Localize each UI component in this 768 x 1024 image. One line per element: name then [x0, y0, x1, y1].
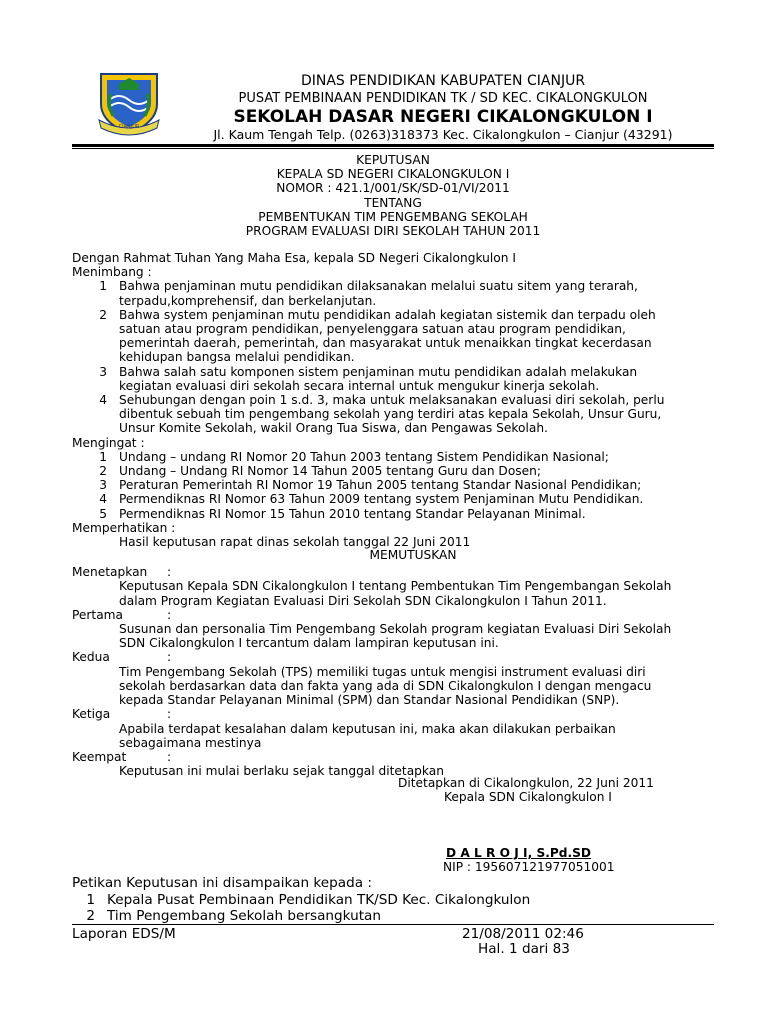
footer-page-number: Hal. 1 dari 83	[478, 941, 570, 957]
decision-sections	[72, 565, 714, 778]
section-text-line: SDN Cikalongkulon I tercantum dalam lampiran keputusan ini.	[119, 636, 499, 651]
decree-line-5: PEMBENTUKAN TIM PENGEMBANG SEKOLAH	[258, 209, 528, 224]
header-agency: DINAS PENDIDIKAN KABUPATEN CIANJUR	[300, 73, 586, 89]
petikan-list	[72, 892, 714, 925]
petikan-item-text: Tim Pengembang Sekolah bersangkutan	[107, 908, 381, 924]
menimbang-item-text	[119, 365, 714, 393]
section-text-line: Keputusan ini mulai berlaku sejak tanggal ditetapkan	[119, 764, 444, 779]
header-center: PUSAT PEMBINAAN PENDIDIKAN TK / SD KEC. CIKALONGKULON	[238, 91, 648, 106]
section-text-line: Apabila terdapat kesalahan dalam keputusan ini, maka akan dilakukan perbaikan	[119, 721, 616, 736]
menimbang-item	[72, 279, 714, 307]
section-colon: :	[167, 749, 172, 764]
mengingat-item-number: 4	[99, 492, 107, 507]
footer-rule	[72, 924, 714, 925]
memutuskan-heading: MEMUTUSKAN	[369, 548, 457, 563]
section-text	[72, 722, 714, 750]
section-label-row	[72, 707, 714, 721]
section-text-line: Keputusan Kepala SDN Cikalongkulon I tentang Pembentukan Tim Pengembangan Sekolah	[119, 579, 672, 594]
section-label-row	[72, 650, 714, 664]
section-text-line: kepada Standar Pelayanan Minimal (SPM) dan Standar Nasional Pendidikan (SNP).	[119, 693, 620, 708]
document-body	[72, 251, 714, 778]
decree-title	[72, 153, 714, 238]
mengingat-item	[72, 507, 714, 521]
section-text-line: dalam Program Kegiatan Evaluasi Diri Sekolah SDN Cikalongkulon I Tahun 2011.	[119, 593, 607, 608]
menimbang-item-text	[119, 279, 714, 307]
mengingat-item-text: Permendiknas RI Nomor 63 Tahun 2009 tentang system Penjaminan Mutu Pendidikan.	[119, 492, 644, 507]
menimbang-item-line: Sehubungan dengan poin 1 s.d. 3, maka untuk melaksanakan evaluasi diri sekolah, perlu	[119, 393, 665, 408]
menimbang-item-number: 4	[99, 393, 107, 408]
petikan-item-text: Kepala Pusat Pembinaan Pendidikan TK/SD Kec. Cikalongkulon	[107, 891, 531, 908]
section-colon: :	[167, 650, 172, 665]
header-rule-thick	[72, 144, 714, 147]
decree-line-2: KEPALA SD NEGERI CIKALONGKULON I	[276, 167, 510, 182]
menimbang-item-text	[119, 308, 714, 365]
menimbang-item-line: kegiatan evaluasi diri sekolah secara internal untuk mengukur kinerja sekolah.	[119, 378, 600, 393]
menimbang-item-line: terpadu,komprehensif, dan berkelanjutan.	[119, 293, 377, 308]
section-colon: :	[167, 707, 172, 722]
menimbang-item	[72, 365, 714, 393]
decree-line-3: NOMOR : 421.1/001/SK/SD-01/VI/2011	[276, 181, 510, 196]
menimbang-item-line: Unsur Komite Sekolah, wakil Orang Tua Siswa, dan Pengawas Sekolah.	[119, 421, 548, 436]
section-label: Menetapkan	[72, 565, 148, 580]
section-label: Ketiga	[72, 707, 111, 722]
section-colon: :	[167, 607, 172, 622]
menimbang-item-line: Bahwa system penjaminan mutu pendidikan adalah kegiatan sistemik dan terpadu oleh	[119, 307, 656, 322]
mengingat-item-number: 1	[99, 449, 107, 464]
menimbang-item	[72, 393, 714, 436]
mengingat-item	[72, 492, 714, 506]
section-text-line: Susunan dan personalia Tim Pengembang Sekolah program kegiatan Evaluasi Diri Sekolah	[119, 622, 672, 637]
mengingat-list	[72, 450, 714, 521]
section-text	[72, 579, 714, 607]
petikan-item	[72, 892, 714, 909]
section-label-row	[72, 608, 714, 622]
section-text	[72, 665, 714, 708]
decree-line-6: PROGRAM EVALUASI DIRI SEKOLAH TAHUN 2011	[245, 224, 541, 239]
logo-text: CIANJUR	[118, 124, 140, 130]
menimbang-item-line: dibentuk sebuah tim pengembang sekolah yang terdiri atas kepala Sekolah, Unsur Guru,	[119, 407, 662, 422]
menimbang-item-line: satuan atau program pendidikan, penyelenggara satuan atau program pendidikan,	[119, 322, 626, 337]
memperhatikan-label: Memperhatikan :	[72, 520, 176, 535]
mengingat-item-text: Undang – undang RI Nomor 20 Tahun 2003 tentang Sistem Pendidikan Nasional;	[119, 449, 609, 464]
mengingat-item-text: Undang – Undang RI Nomor 14 Tahun 2005 tentang Guru dan Dosen;	[119, 464, 541, 479]
signature-name: D A L R O J I, S.Pd.SD	[446, 846, 592, 860]
signature-position: Kepala SDN Cikalongkulon I	[444, 790, 612, 804]
menimbang-item-text	[119, 393, 714, 436]
menimbang-item-number: 3	[99, 364, 107, 379]
menimbang-item	[72, 308, 714, 365]
mengingat-item	[72, 450, 714, 464]
header-school-name: SEKOLAH DASAR NEGERI CIKALONGKULON I	[233, 107, 653, 127]
section-label: Kedua	[72, 650, 110, 665]
menimbang-item-line: Bahwa salah satu komponen sistem penjaminan mutu pendidikan adalah melakukan	[119, 364, 638, 379]
footer-datetime: 21/08/2011 02:46	[462, 926, 584, 942]
intro-text: Dengan Rahmat Tuhan Yang Maha Esa, kepala SD Negeri Cikalongkulon I	[72, 251, 516, 265]
decree-line-1: KEPUTUSAN	[356, 153, 430, 167]
petikan-item	[72, 908, 714, 925]
section-label-row	[72, 750, 714, 764]
menimbang-label: Menimbang :	[72, 265, 152, 280]
menimbang-item-number: 2	[99, 307, 107, 322]
menimbang-item-line: pemerintah daerah, pemerintah, dan masyarakat untuk menaikkan tingkat kecerdasan	[119, 336, 652, 351]
signature-nip: NIP : 195607121977051001	[443, 860, 615, 874]
mengingat-item	[72, 464, 714, 478]
mengingat-item-number: 5	[99, 506, 107, 521]
mengingat-item-number: 2	[99, 464, 107, 479]
mengingat-label: Mengingat :	[72, 435, 145, 450]
petikan-label: Petikan Keputusan ini disampaikan kepada :	[72, 875, 372, 891]
section-text-line: sebagaimana mestinya	[119, 735, 262, 750]
mengingat-item-text: Peraturan Pemerintah RI Nomor 19 Tahun 2005 tentang Standar Nasional Pendidikan;	[119, 478, 642, 493]
memperhatikan-text: Hasil keputusan rapat dinas sekolah tanggal 22 Juni 2011	[119, 535, 471, 550]
section-label: Pertama	[72, 607, 124, 622]
section-colon: :	[167, 565, 172, 580]
menimbang-item-line: Bahwa penjaminan mutu pendidikan dilaksanakan melalui suatu sitem yang terarah,	[119, 279, 638, 294]
footer-report-label: Laporan EDS/M	[72, 926, 176, 942]
header-address: Jl. Kaum Tengah Telp. (0263)318373 Kec. Cikalongkulon – Cianjur (43291)	[213, 127, 673, 142]
mengingat-item-text: Permendiknas RI Nomor 15 Tahun 2010 tentang Standar Pelayanan Minimal.	[119, 506, 586, 521]
section-text	[72, 622, 714, 650]
menimbang-item-line: kehidupan bangsa melalui pendidikan.	[119, 350, 355, 365]
section-label-row	[72, 565, 714, 579]
decree-line-4: TENTANG	[364, 195, 422, 210]
menimbang-list	[72, 279, 714, 435]
header-rule-thin	[72, 148, 714, 149]
mengingat-item-number: 3	[99, 478, 107, 493]
section-text-line: Tim Pengembang Sekolah (TPS) memiliki tugas untuk mengisi instrument evaluasi diri	[119, 664, 646, 679]
mengingat-item	[72, 478, 714, 492]
petikan-item-number: 1	[86, 891, 95, 908]
petikan-item-number: 2	[86, 908, 95, 924]
section-label: Keempat	[72, 749, 127, 764]
signature-place-date: Ditetapkan di Cikalongkulon, 22 Juni 2011	[398, 776, 654, 790]
section-text-line: sekolah berdasarkan data dan fakta yang ada di SDN Cikalongkulon I dengan mengacu	[119, 678, 652, 693]
menimbang-item-number: 1	[99, 279, 107, 294]
distribution-block	[72, 875, 714, 925]
